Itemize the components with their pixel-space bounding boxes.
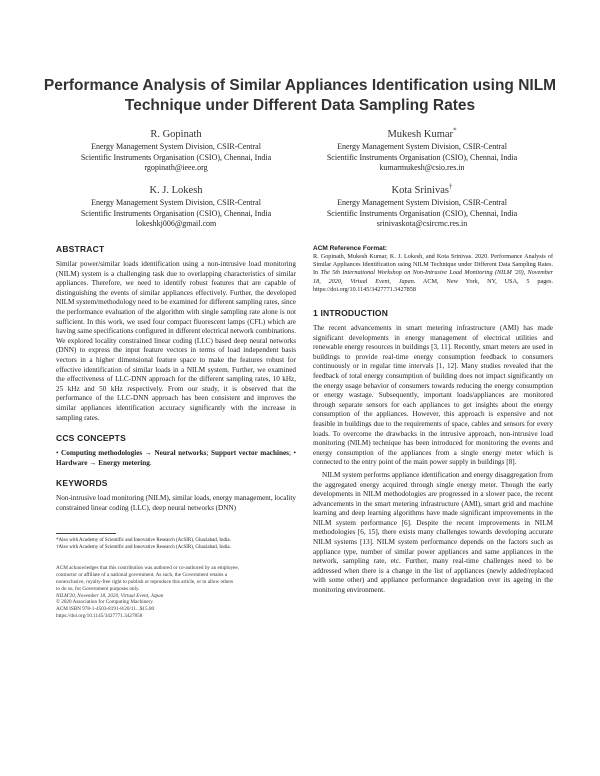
author-name: K. J. Lokesh (149, 185, 203, 196)
left-column (56, 244, 296, 620)
author-block (56, 128, 296, 174)
author-affiliation: Energy Management System Division, CSIR-Central (91, 198, 261, 207)
keywords-text: Non-intrusive load monitoring (NILM), similar loads, energy management, locality constrained linear coding (LLC), deep neural networks (DNN) (56, 494, 296, 512)
footnote: *Also with Academy of Scientific and Innovative Research (AcSIR), Ghaziabad, India. (56, 538, 231, 544)
footnote: †Also with Academy of Scientific and Innovative Research (AcSIR), Ghaziabad, India. (56, 545, 231, 551)
right-column (313, 244, 553, 596)
paper-title: Performance Analysis of Similar Appliances Identification using NILM Technique under Different Data Sampling Rates (43, 77, 557, 114)
author-email[interactable]: lokeshkj006@gmail.com (135, 219, 217, 228)
author-affiliation: Scientific Instruments Organisation (CSIO), Chennai, India (80, 152, 272, 162)
intro-paragraph: NILM system performs appliance identification and energy disaggregation from the aggregated energy acquired through single energy meter. Though the early developments in NILM methodologies are progressed in a slower pace, the recent advancements in the smart metering infrastructure (AMI), smart grid and machine learning and deep learning algorithms have made significant improvements in the NILM system performance [6]. Despite the recent improvements in NILM methodologies [6, 15], there exists many challenges towards developing accurate NILM systems [13]. NILM system performance depends on the factors such as appliance type, number of similar power appliances and same appliances in the network, sampling rate, etc. Further, many real-time challenges need to be addressed when there is a change in the list of appliances (newly added/replaced with some other) and appliance performance degradation over its ageing in the monitoring environment. (313, 470, 553, 595)
abstract-heading: ABSTRACT (56, 244, 105, 254)
author-email[interactable]: kumarmukesh@csio.res.in (379, 163, 465, 172)
author-affiliation: Scientific Instruments Organisation (CSIO), Chennai, India (326, 152, 518, 162)
acm-reference-heading: ACM Reference Format: (313, 245, 388, 252)
author-affiliation: Energy Management System Division, CSIR-Central (91, 142, 261, 151)
footnote-rule (56, 533, 116, 534)
author-block (302, 184, 542, 230)
author-name: R. Gopinath (150, 129, 202, 140)
author-email[interactable]: rgopinath@ieee.org (144, 163, 208, 172)
author-name: Kota Srinivas† (391, 182, 453, 196)
abstract-text: Similar power/similar loads identification using a non-intrusive load monitoring (NILM) system is a challenging task due to overlapping characteristics of similar appliances. Therefore, we need to identify robust features that are capable of distinguishing the events of similar appliances effectively. Further, the developed NILM system/methodology need to be examined for different sampling rates, since the performance evaluation of the algorithm with single sampling rate alone is not sufficient. In this work, we used four compact fluorescent lamps (CFL) which are having same specifications configured in different electrical network combinations. We explored locality constrained linear coding (LLC) based deep neural networks (DNN) to express the input feature vectors in terms of load independent basis vectors in a higher dimensional feature space to make the features robust for effective identification of similar loads in a NILM system. Further, we examined the effectiveness of LLC-DNN approach for the different sampling rates, 10 kHz, 25 kHz and 50 kHz respectively. From our study, it is observed that the performance of the LLC-DNN approach has been consistent and improves the similar appliances identification accuracy significantly with the increase in sampling rates. (56, 260, 296, 422)
author-block (56, 184, 296, 230)
keywords-heading: KEYWORDS (56, 478, 108, 489)
copyright-block: ACM acknowledges that this contribution was authored or co-authored by an employee, contractor or affiliate of a national government. As such, the Government retains a nonexclusive, royalty-free right to publish or reproduce this article, or to allow others to do so, for Government purposes only. NILM'20, November 18, 2020, Virtual Event, Japan © 2020 Association for Computing Machinery. ACM ISBN 978-1-4503-8191-8/20/11...$15.00 https://doi.org/10.1145/3427771.3427858 (56, 565, 239, 620)
author-block (302, 128, 542, 174)
ccs-concepts: • Computing methodologies → Neural networks; Support vector machines; • Hardware → Energy metering. (56, 449, 296, 467)
author-affiliation: Energy Management System Division, CSIR-Central (337, 198, 507, 207)
ccs-heading: CCS CONCEPTS (56, 433, 126, 444)
introduction-heading: 1 INTRODUCTION (313, 308, 389, 319)
author-email[interactable]: srinivaskota@csircmc.res.in (376, 219, 468, 228)
author-affiliation: Energy Management System Division, CSIR-Central (337, 142, 507, 151)
author-affiliation: Scientific Instruments Organisation (CSIO), Chennai, India (326, 208, 518, 218)
intro-paragraph: The recent advancements in smart metering infrastructure (AMI) has made significant developments in energy management of electrical utilities and renewable energy resources in buildings [3, 11]. Recently, smart meters are used in buildings to provide real-time energy consumption feedback to consumers continuously or in regular time intervals [1, 12]. Many studies revealed that the feedback of total energy consumption of building does not impact significantly on the energy usage behavior of consumers towards reducing the energy consumption or energy wastage. Subsequently, important loads/appliances are monitored through separate sensors for each appliances to get insights about the energy consumption of the appliances. However, this approach is expensive and not feasible in buildings due to the requirements of space, cables and sensors for every loads. To overcome the drawbacks in the intrusive approach, non-intrusive load monitoring (NILM) technique has been introduced for monitoring the events and energy consumption of the appliances from a single energy meter which is connected to the entry point of the main power supply in buildings [8]. (313, 324, 553, 467)
acm-reference-text: R. Gopinath, Mukesh Kumar, K. J. Lokesh, and Kota Srinivas. 2020. Performance Analysis of Similar Appliances Identification using NILM Technique under Different Data Sampling Rates. In The 5th International Workshop on Non-Intrusive Load Monitoring (NILM '20), November 18, 2020, Virtual Event, Japan. ACM, New York, NY, USA, 5 pages. https://doi.org/10.1145/3427771.3427858 (313, 253, 553, 293)
author-affiliation: Scientific Instruments Organisation (CSIO), Chennai, India (80, 208, 272, 218)
author-name: Mukesh Kumar* (387, 126, 457, 140)
